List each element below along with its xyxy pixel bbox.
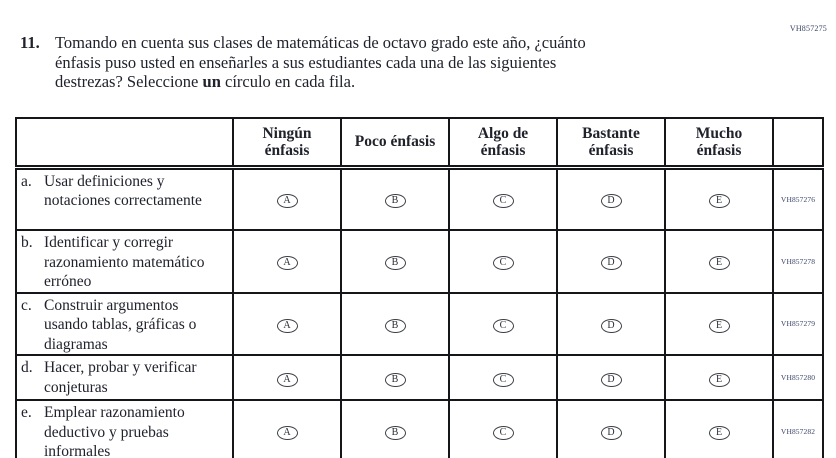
option-cell-b-A [233, 230, 341, 293]
column-header-poco-enfasis: Poco énfasis [341, 118, 449, 167]
option-bubble-d-E[interactable]: E [709, 373, 730, 387]
option-bubble-b-A[interactable]: A [277, 256, 298, 270]
option-bubble-b-E[interactable]: E [709, 256, 730, 270]
question-block [20, 33, 586, 92]
response-matrix-table [15, 117, 824, 458]
table-row-d [16, 355, 823, 400]
row-accession-code: VH857279 [773, 293, 823, 356]
option-cell-a-D [557, 167, 665, 230]
option-bubble-e-C[interactable]: C [493, 426, 514, 440]
question-line-1: Tomando en cuenta sus clases de matemáticas de octavo grado este año, ¿cuánto [55, 33, 586, 52]
column-header-codes [773, 118, 823, 167]
page-accession-code: VH857275 [789, 24, 827, 33]
option-bubble-d-A[interactable]: A [277, 373, 298, 387]
table-row-a [16, 167, 823, 230]
row-stub-d [16, 355, 233, 400]
question-text [55, 33, 586, 92]
option-bubble-a-E[interactable]: E [709, 194, 730, 208]
option-cell-a-C [449, 167, 557, 230]
question-line-2: énfasis puso usted en enseñarles a sus estudiantes cada una de las siguientes [55, 52, 557, 72]
option-cell-d-D [557, 355, 665, 400]
option-bubble-b-C[interactable]: C [493, 256, 514, 270]
option-cell-a-A [233, 167, 341, 230]
column-header-blank [16, 118, 233, 167]
option-cell-c-E [665, 293, 773, 356]
row-label: Identificar y corregir razonamiento matemático erróneo [44, 234, 205, 290]
option-cell-e-A [233, 400, 341, 458]
option-bubble-e-A[interactable]: A [277, 426, 298, 440]
option-cell-d-B [341, 355, 449, 400]
option-bubble-a-D[interactable]: D [601, 194, 622, 208]
option-cell-c-C [449, 293, 557, 356]
option-cell-d-E [665, 355, 773, 400]
column-header-algo-de-enfasis: Algo de énfasis [449, 118, 557, 167]
option-bubble-d-C[interactable]: C [493, 373, 514, 387]
row-stub-e [16, 400, 233, 458]
option-bubble-a-B[interactable]: B [385, 194, 406, 208]
option-cell-c-D [557, 293, 665, 356]
row-label: Usar definiciones y notaciones correctamente [44, 172, 202, 209]
row-letter: b. [21, 234, 33, 251]
option-bubble-b-B[interactable]: B [385, 256, 406, 270]
option-cell-c-A [233, 293, 341, 356]
option-cell-e-B [341, 400, 449, 458]
column-header-mucho-enfasis: Mucho énfasis [665, 118, 773, 167]
row-accession-code: VH857280 [773, 355, 823, 400]
option-cell-b-C [449, 230, 557, 293]
option-bubble-d-D[interactable]: D [601, 373, 622, 387]
row-stub-b [16, 230, 233, 293]
option-bubble-d-B[interactable]: B [385, 373, 406, 387]
option-cell-e-E [665, 400, 773, 458]
option-cell-d-A [233, 355, 341, 400]
question-number: 11. [20, 33, 40, 52]
option-cell-b-D [557, 230, 665, 293]
option-bubble-e-B[interactable]: B [385, 426, 406, 440]
header-row [16, 118, 823, 167]
option-bubble-c-B[interactable]: B [385, 319, 406, 333]
option-cell-d-C [449, 355, 557, 400]
option-bubble-c-A[interactable]: A [277, 319, 298, 333]
option-bubble-c-C[interactable]: C [493, 319, 514, 333]
option-cell-e-D [557, 400, 665, 458]
option-bubble-c-D[interactable]: D [601, 319, 622, 333]
row-label: Construir argumentos usando tablas, gráficas o diagramas [44, 296, 197, 353]
option-bubble-e-D[interactable]: D [601, 426, 622, 440]
question-line-3-after: círculo en cada fila. [220, 72, 356, 91]
question-line-3-before: destrezas? Seleccione [55, 72, 203, 91]
table-row-c [16, 293, 823, 356]
row-label: Hacer, probar y verificar conjeturas [44, 359, 197, 396]
row-accession-code: VH857278 [773, 230, 823, 293]
option-cell-c-B [341, 293, 449, 356]
row-stub-c [16, 293, 233, 356]
row-accession-code: VH857276 [773, 167, 823, 230]
option-bubble-e-E[interactable]: E [709, 426, 730, 440]
column-header-bastante-enfasis: Bastante énfasis [557, 118, 665, 167]
table-row-b [16, 230, 823, 293]
row-label: Emplear razonamiento deductivo y pruebas informales [44, 404, 185, 458]
table-row-e [16, 400, 823, 458]
option-cell-e-C [449, 400, 557, 458]
row-letter: d. [21, 359, 33, 376]
option-cell-b-E [665, 230, 773, 293]
option-bubble-a-A[interactable]: A [277, 194, 298, 208]
option-cell-a-E [665, 167, 773, 230]
option-bubble-b-D[interactable]: D [601, 256, 622, 270]
option-bubble-c-E[interactable]: E [709, 319, 730, 333]
option-cell-b-B [341, 230, 449, 293]
row-accession-code: VH857282 [773, 400, 823, 458]
option-cell-a-B [341, 167, 449, 230]
row-letter: a. [21, 172, 32, 190]
option-bubble-a-C[interactable]: C [493, 194, 514, 208]
question-line-3-emphasis: un [202, 72, 221, 91]
row-stub-a [16, 167, 233, 230]
column-header-ningun-enfasis: Ningún énfasis [233, 118, 341, 167]
row-letter: e. [21, 404, 32, 421]
row-letter: c. [21, 296, 32, 314]
